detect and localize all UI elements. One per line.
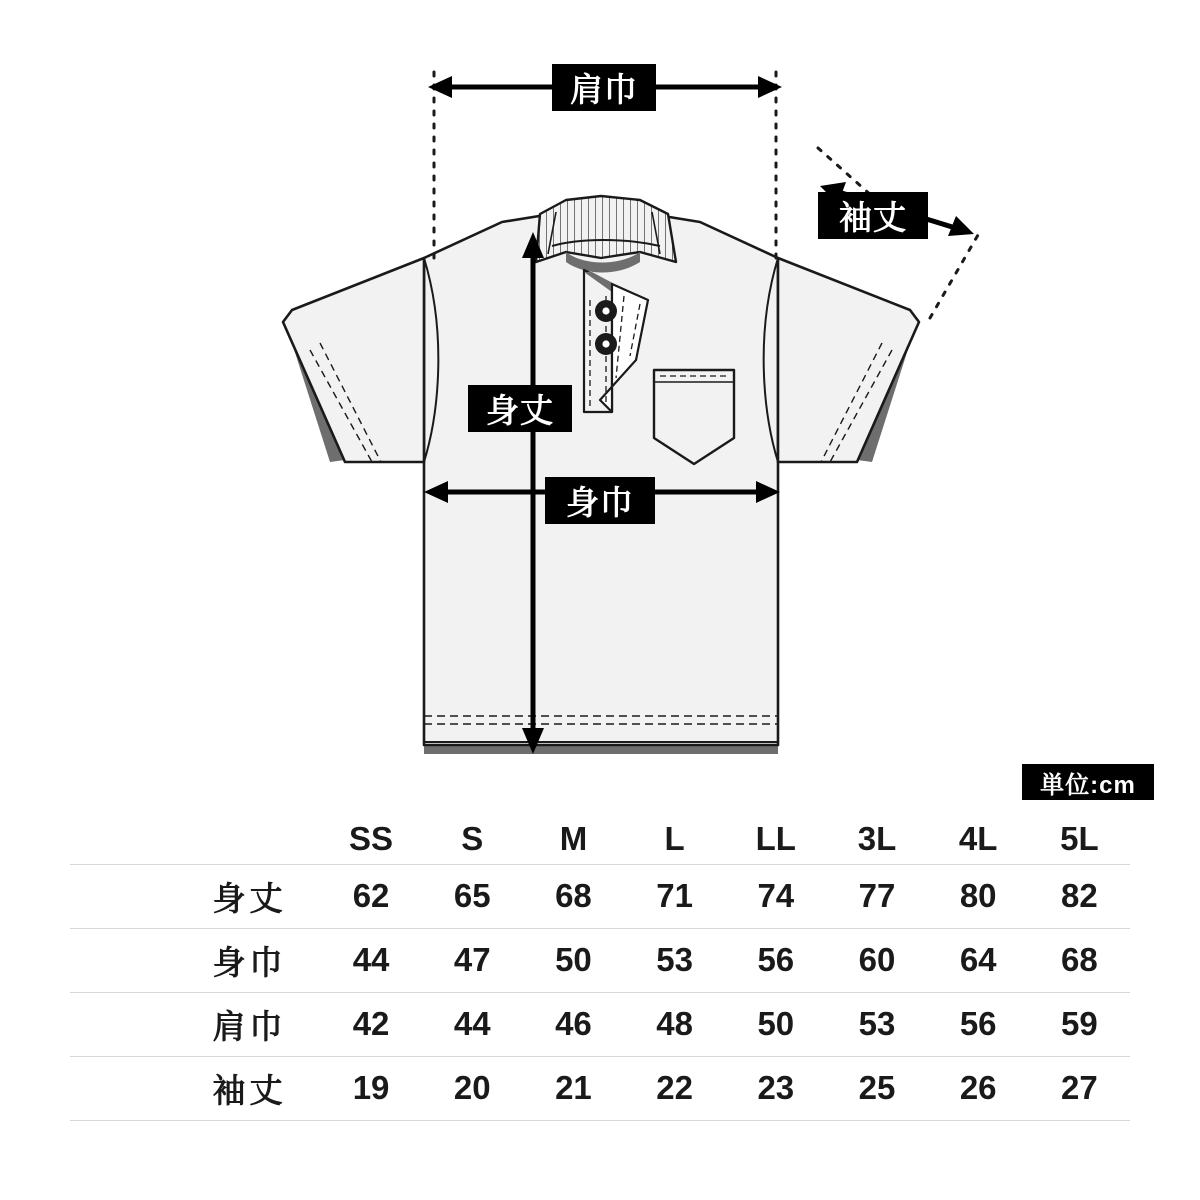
cell-shoulder-m: 46 [555, 1005, 592, 1042]
size-header-m: M [559, 819, 588, 857]
cell-sleeve-5l: 27 [1061, 1069, 1098, 1106]
cell-body-length-l: 71 [656, 877, 693, 914]
label-shoulder-width: 肩巾 [552, 64, 656, 111]
cell-sleeve-ll: 23 [757, 1069, 795, 1106]
table-row [70, 1056, 1130, 1120]
label-body-width: 身巾 [545, 477, 655, 524]
cell-sleeve-4l: 26 [959, 1069, 997, 1106]
button-icon [595, 333, 617, 355]
cell-body-width-ll: 56 [757, 941, 795, 978]
button-icon [595, 300, 617, 322]
cell-sleeve-3l: 25 [858, 1069, 896, 1106]
cell-body-length-ll: 74 [757, 877, 795, 914]
label-unit: 単位:cm [1022, 764, 1154, 800]
cell-shoulder-ll: 50 [757, 1005, 795, 1042]
cell-sleeve-m: 21 [555, 1069, 592, 1106]
cell-shoulder-l: 48 [656, 1005, 693, 1042]
cell-body-width-m: 50 [555, 941, 592, 978]
cell-shoulder-ss: 42 [352, 1005, 390, 1042]
table-row [70, 992, 1130, 1056]
cell-body-width-ss: 44 [352, 941, 390, 978]
cell-body-length-s: 65 [453, 877, 491, 914]
cell-shoulder-s: 44 [453, 1005, 491, 1042]
cell-shoulder-3l: 53 [858, 1005, 896, 1042]
size-header-ll: LL [755, 819, 796, 857]
row-label-body-length: 身丈 [212, 879, 287, 917]
row-label-shoulder-width: 肩巾 [212, 1007, 287, 1045]
size-header-4l: 4L [958, 819, 998, 857]
cell-body-length-ss: 62 [352, 877, 390, 914]
size-header-s: S [461, 819, 484, 857]
cell-body-width-4l: 64 [959, 941, 997, 978]
cell-shoulder-4l: 56 [959, 1005, 997, 1042]
cell-body-length-4l: 80 [959, 877, 997, 914]
cell-sleeve-l: 22 [656, 1069, 693, 1106]
cell-sleeve-s: 20 [453, 1069, 491, 1106]
cell-body-width-5l: 68 [1061, 941, 1098, 978]
table-corner-cell [70, 808, 320, 864]
label-body-length: 身丈 [468, 385, 572, 432]
cell-sleeve-ss: 19 [352, 1069, 390, 1106]
size-header-ss: SS [349, 819, 394, 857]
table-header-row [70, 808, 1130, 864]
row-label-body-width: 身巾 [212, 943, 287, 981]
size-header-l: L [664, 819, 685, 857]
label-sleeve-length: 袖丈 [818, 192, 928, 239]
cell-body-width-l: 53 [656, 941, 693, 978]
cell-body-length-m: 68 [555, 877, 592, 914]
row-label-sleeve-length: 袖丈 [212, 1071, 287, 1109]
cell-body-width-3l: 60 [858, 941, 896, 978]
size-table-wrap [70, 808, 1130, 1121]
cell-shoulder-5l: 59 [1061, 1005, 1098, 1042]
size-table [70, 808, 1130, 1121]
cell-body-length-5l: 82 [1061, 877, 1098, 914]
cell-body-length-3l: 77 [858, 877, 896, 914]
table-row [70, 928, 1130, 992]
size-header-3l: 3L [857, 819, 897, 857]
cell-body-width-s: 47 [453, 941, 491, 978]
table-row [70, 864, 1130, 928]
size-header-5l: 5L [1060, 819, 1099, 857]
